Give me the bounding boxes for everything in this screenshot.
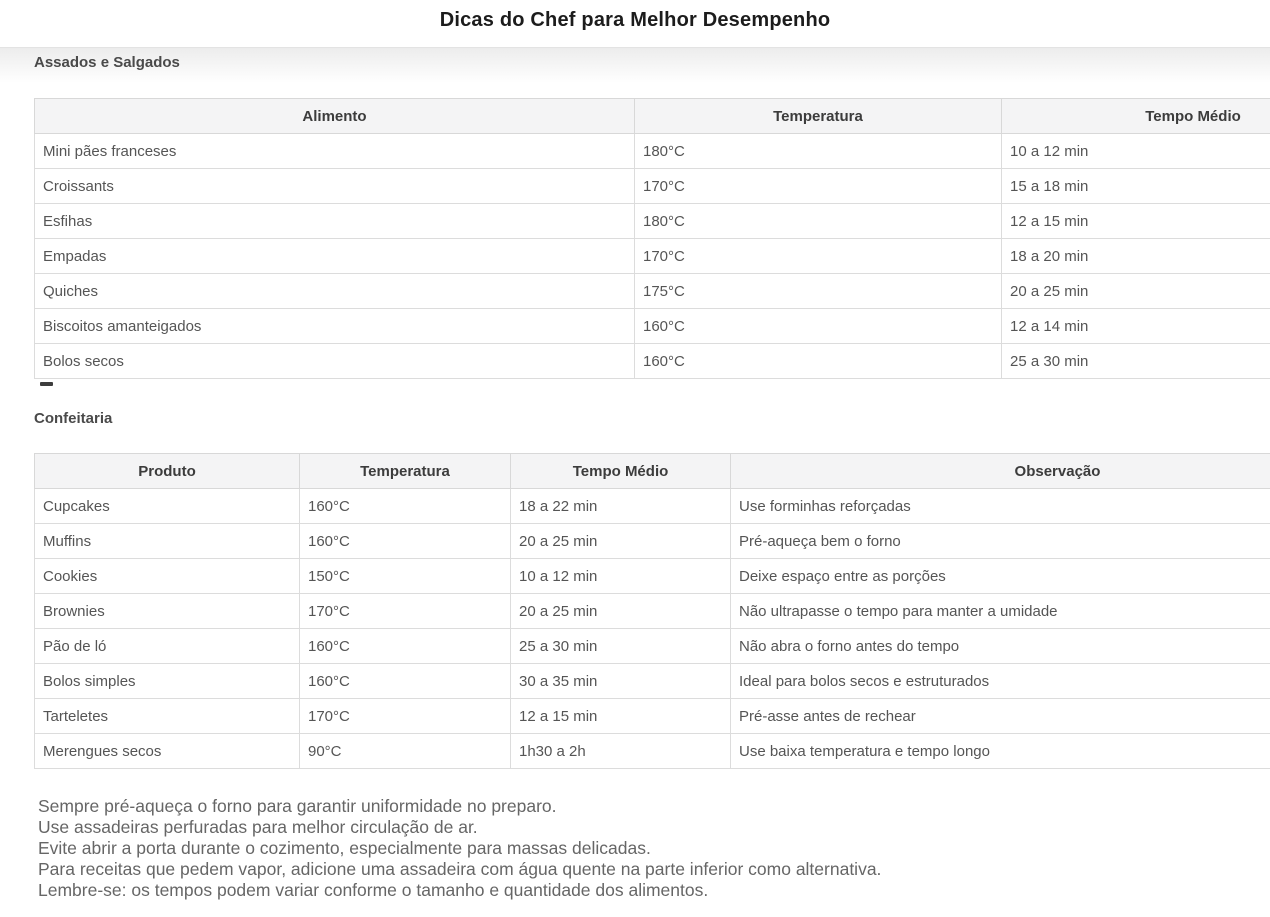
table-row — [35, 734, 1270, 769]
notes-block — [38, 796, 1270, 901]
note-line: Evite abrir a porta durante o cozimento, especialmente para massas delicadas. — [38, 838, 651, 858]
clipped-row-fragment — [40, 382, 53, 386]
table-cell: 175°C — [635, 274, 1002, 309]
table-cell: 160°C — [300, 489, 511, 524]
table-row — [35, 204, 1270, 239]
table-row — [35, 169, 1270, 204]
table-cell: Muffins — [35, 524, 300, 559]
table-cell: 12 a 15 min — [511, 699, 731, 734]
table-cell: 170°C — [300, 699, 511, 734]
column-header: Temperatura — [635, 99, 1002, 134]
section-heading-assados: Assados e Salgados — [34, 54, 180, 71]
table-cell: Merengues secos — [35, 734, 300, 769]
table-cell: 90°C — [300, 734, 511, 769]
table-cell: 160°C — [635, 309, 1002, 344]
table-cell: Deixe espaço entre as porções — [731, 559, 1270, 594]
table-cell: Cookies — [35, 559, 300, 594]
table-cell: Quiches — [35, 274, 635, 309]
table-cell: 160°C — [300, 524, 511, 559]
table-cell: Pão de ló — [35, 629, 300, 664]
note-line: Use assadeiras perfuradas para melhor circulação de ar. — [38, 817, 478, 837]
table-row — [35, 309, 1270, 344]
table-cell: 30 a 35 min — [511, 664, 731, 699]
table-cell: Esfihas — [35, 204, 635, 239]
table-cell: Cupcakes — [35, 489, 300, 524]
table-cell: Croissants — [35, 169, 635, 204]
table-row — [35, 559, 1270, 594]
table-cell: 170°C — [635, 239, 1002, 274]
table-cell: Bolos secos — [35, 344, 635, 379]
table-cell: 15 a 18 min — [1002, 169, 1270, 204]
table-row — [35, 239, 1270, 274]
table-row — [35, 274, 1270, 309]
confeitaria-table — [34, 453, 1270, 769]
table-cell: Não ultrapasse o tempo para manter a umidade — [731, 594, 1270, 629]
table-cell: 12 a 14 min — [1002, 309, 1270, 344]
table-cell: Mini pães franceses — [35, 134, 635, 169]
table-cell: 170°C — [300, 594, 511, 629]
note-line: Sempre pré-aqueça o forno para garantir uniformidade no preparo. — [38, 796, 557, 816]
table-cell: 25 a 30 min — [511, 629, 731, 664]
header-row — [35, 99, 1270, 134]
table-cell: 160°C — [300, 664, 511, 699]
table-cell: 1h30 a 2h — [511, 734, 731, 769]
column-header: Tempo Médio — [1002, 99, 1270, 134]
table-cell: 18 a 20 min — [1002, 239, 1270, 274]
table-cell: Pré-aqueça bem o forno — [731, 524, 1270, 559]
column-header: Produto — [35, 454, 300, 489]
column-header: Temperatura — [300, 454, 511, 489]
table-row — [35, 629, 1270, 664]
table-cell: Use forminhas reforçadas — [731, 489, 1270, 524]
table-cell: 12 a 15 min — [1002, 204, 1270, 239]
table-cell: 20 a 25 min — [511, 594, 731, 629]
assados-e-salgados-table — [34, 98, 1270, 379]
table-row — [35, 699, 1270, 734]
table-cell: Empadas — [35, 239, 635, 274]
table-row — [35, 524, 1270, 559]
header-row — [35, 454, 1270, 489]
section-band-assados — [0, 47, 1270, 92]
note-line: Lembre-se: os tempos podem variar conforme o tamanho e quantidade dos alimentos. — [38, 880, 709, 900]
table-cell: Bolos simples — [35, 664, 300, 699]
table-cell: 10 a 12 min — [511, 559, 731, 594]
column-header: Alimento — [35, 99, 635, 134]
table-cell: 170°C — [635, 169, 1002, 204]
table-row — [35, 594, 1270, 629]
column-header: Observação — [731, 454, 1270, 489]
table-cell: Tarteletes — [35, 699, 300, 734]
table-cell: 20 a 25 min — [1002, 274, 1270, 309]
table-cell: Não abra o forno antes do tempo — [731, 629, 1270, 664]
column-header: Tempo Médio — [511, 454, 731, 489]
table-cell: Biscoitos amanteigados — [35, 309, 635, 344]
table-cell: Use baixa temperatura e tempo longo — [731, 734, 1270, 769]
table-cell: Pré-asse antes de rechear — [731, 699, 1270, 734]
table-cell: 10 a 12 min — [1002, 134, 1270, 169]
table-cell: 18 a 22 min — [511, 489, 731, 524]
table-cell: 25 a 30 min — [1002, 344, 1270, 379]
table-row — [35, 664, 1270, 699]
table-cell: 150°C — [300, 559, 511, 594]
table-cell: 160°C — [300, 629, 511, 664]
section-heading-confeitaria: Confeitaria — [34, 410, 113, 427]
page-title: Dicas do Chef para Melhor Desempenho — [439, 9, 831, 31]
table-cell: 20 a 25 min — [511, 524, 731, 559]
note-line: Para receitas que pedem vapor, adicione uma assadeira com água quente na parte inferior como alternativa. — [38, 859, 882, 879]
table-cell: Ideal para bolos secos e estruturados — [731, 664, 1270, 699]
table-cell: 180°C — [635, 204, 1002, 239]
table-cell: 180°C — [635, 134, 1002, 169]
table-cell: Brownies — [35, 594, 300, 629]
table-row — [35, 344, 1270, 379]
table-cell: 160°C — [635, 344, 1002, 379]
table-row — [35, 489, 1270, 524]
table-row — [35, 134, 1270, 169]
